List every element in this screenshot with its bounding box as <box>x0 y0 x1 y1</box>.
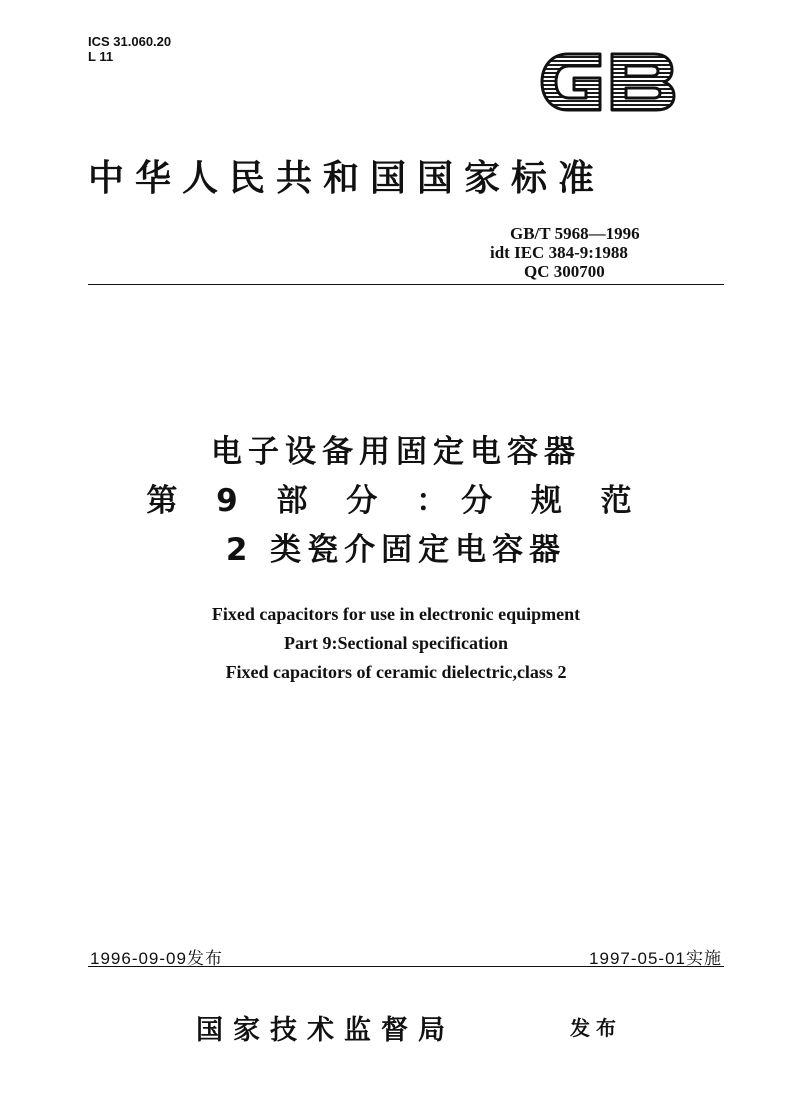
ccs-code: L 11 <box>88 49 114 64</box>
national-standard-heading: 中华人民共和国国家标准 <box>88 158 606 199</box>
publish-label: 发布 <box>570 1016 622 1040</box>
english-title-line-1: Fixed capacitors for use in electronic equipment <box>211 604 581 624</box>
implementation-date: 1997-05-01实施 <box>589 949 722 968</box>
standard-codes <box>490 224 730 281</box>
chinese-title-line-3: 2 类瓷介固定电容器 <box>225 532 567 568</box>
bottom-divider <box>88 966 724 967</box>
standard-number: GB/T 5968—1996 <box>510 224 640 243</box>
top-divider <box>88 284 724 285</box>
ics-code: ICS 31.060.20 <box>88 34 172 49</box>
publisher-name: 国家技术监督局 <box>196 1015 455 1046</box>
english-title-line-3: Fixed capacitors of ceramic dielectric,class 2 <box>225 662 567 682</box>
english-title <box>100 600 692 687</box>
equivalent-standard: idt IEC 384-9:1988 <box>490 243 628 262</box>
gb-logo-icon <box>538 44 678 120</box>
english-title-line-2: Part 9:Sectional specification <box>284 633 508 653</box>
chinese-title-line-1: 电子设备用固定电容器 <box>211 434 581 470</box>
chinese-title-line-2: 第 9 部 分 ：分 规 范 <box>146 483 646 519</box>
qc-number: QC 300700 <box>524 262 605 281</box>
classification-codes <box>88 34 171 64</box>
chinese-title <box>100 428 692 575</box>
issue-date: 1996-09-09发布 <box>90 949 223 968</box>
